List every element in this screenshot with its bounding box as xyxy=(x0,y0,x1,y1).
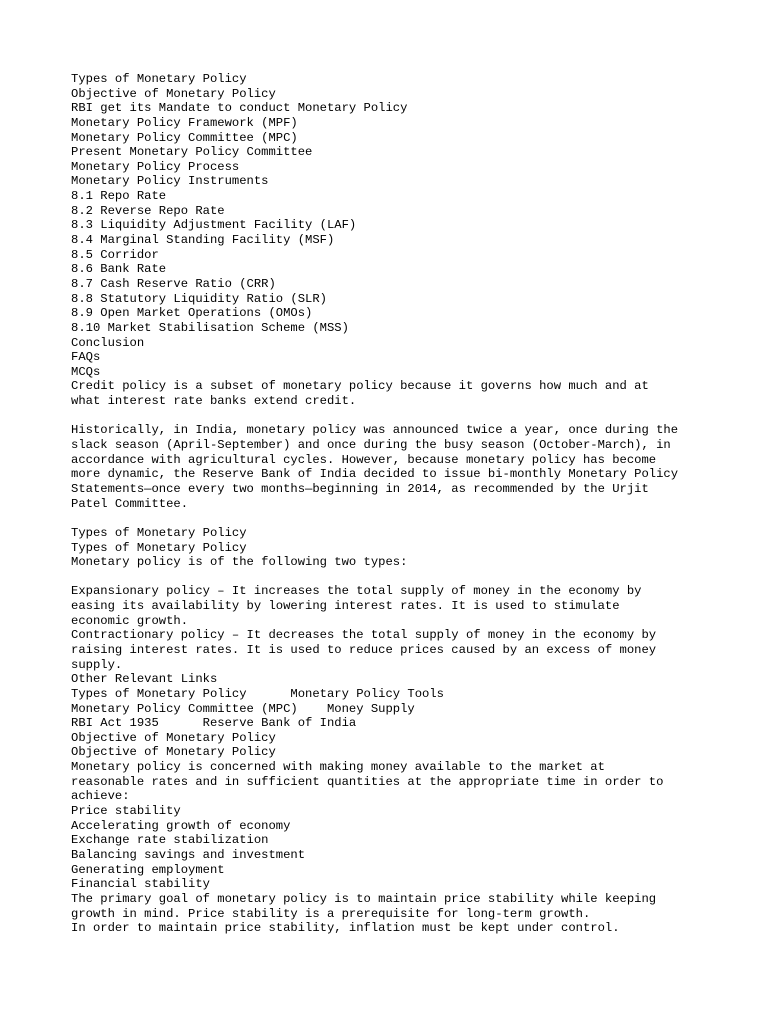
toc-item[interactable]: Present Monetary Policy Committee xyxy=(71,145,313,160)
toc-item[interactable]: Monetary Policy Process xyxy=(71,159,240,174)
paragraph-line: Historically, in India, monetary policy was announced twice a year, once during the xyxy=(71,423,679,438)
primary-goal-paragraph xyxy=(71,892,701,936)
objectives-list xyxy=(71,804,701,892)
credit-policy-paragraph xyxy=(71,379,701,408)
paragraph-line: Credit policy is a subset of monetary policy because it governs how much and at xyxy=(71,379,649,394)
list-item: Financial stability xyxy=(71,877,210,892)
list-item: Generating employment xyxy=(71,862,225,877)
history-paragraph xyxy=(71,423,701,511)
toc-item[interactable]: 8.5 Corridor xyxy=(71,247,159,262)
paragraph-line: economic growth. xyxy=(71,613,189,628)
paragraph-line: reasonable rates and in sufficient quantities at the appropriate time in order to xyxy=(71,774,664,789)
blank-line xyxy=(71,409,701,424)
types-intro: Monetary policy is of the following two types: xyxy=(71,555,408,570)
paragraph-line: what interest rate banks extend credit. xyxy=(71,394,357,409)
link-row[interactable]: RBI Act 1935 Reserve Bank of India xyxy=(71,716,357,731)
document-page xyxy=(71,72,701,936)
toc-item[interactable]: RBI get its Mandate to conduct Monetary Policy xyxy=(71,101,408,116)
toc-item[interactable]: 8.3 Liquidity Adjustment Facility (LAF) xyxy=(71,218,357,233)
paragraph-line: growth in mind. Price stability is a prerequisite for long-term growth. xyxy=(71,906,591,921)
toc-item[interactable]: Objective of Monetary Policy xyxy=(71,86,276,101)
toc-item[interactable]: 8.8 Statutory Liquidity Ratio (SLR) xyxy=(71,291,327,306)
paragraph-line: raising interest rates. It is used to reduce prices caused by an excess of money xyxy=(71,642,657,657)
paragraph-line: Monetary policy is concerned with making money available to the market at xyxy=(71,760,605,775)
section-heading-objective: Objective of Monetary Policy xyxy=(71,745,276,760)
toc-item[interactable]: 8.6 Bank Rate xyxy=(71,262,167,277)
blank-line xyxy=(71,570,701,585)
list-item: Accelerating growth of economy xyxy=(71,818,291,833)
toc-item[interactable]: 8.10 Market Stabilisation Scheme (MSS) xyxy=(71,320,349,335)
section-heading-types: Types of Monetary Policy xyxy=(71,540,247,555)
list-item: Price stability xyxy=(71,804,181,819)
link-row[interactable]: Monetary Policy Committee (MPC) Money Supply xyxy=(71,701,415,716)
expansionary-policy-paragraph xyxy=(71,584,701,628)
blank-line xyxy=(71,511,701,526)
toc-item[interactable]: MCQs xyxy=(71,364,101,379)
paragraph-line: Expansionary policy – It increases the total supply of money in the economy by xyxy=(71,584,642,599)
toc-item[interactable]: Monetary Policy Instruments xyxy=(71,174,269,189)
list-item: Exchange rate stabilization xyxy=(71,833,269,848)
section-heading-types: Types of Monetary Policy xyxy=(71,525,247,540)
paragraph-line: achieve: xyxy=(71,789,130,804)
list-item: Balancing savings and investment xyxy=(71,847,306,862)
paragraph-line: Contractionary policy – It decreases the total supply of money in the economy by xyxy=(71,628,657,643)
toc-item[interactable]: Monetary Policy Committee (MPC) xyxy=(71,130,298,145)
toc-item[interactable]: 8.7 Cash Reserve Ratio (CRR) xyxy=(71,276,276,291)
links-heading: Other Relevant Links xyxy=(71,672,218,687)
paragraph-line: accordance with agricultural cycles. However, because monetary policy has become xyxy=(71,452,657,467)
paragraph-line: supply. xyxy=(71,657,123,672)
contractionary-policy-paragraph xyxy=(71,628,701,672)
toc-item[interactable]: 8.9 Open Market Operations (OMOs) xyxy=(71,306,313,321)
paragraph-line: slack season (April-September) and once during the busy season (October-March), in xyxy=(71,438,671,453)
toc-item[interactable]: 8.4 Marginal Standing Facility (MSF) xyxy=(71,233,335,248)
paragraph-line: Statements—once every two months—beginning in 2014, as recommended by the Urjit xyxy=(71,481,649,496)
paragraph-line: In order to maintain price stability, inflation must be kept under control. xyxy=(71,921,620,936)
link-row[interactable]: Types of Monetary Policy Monetary Policy Tools xyxy=(71,686,444,701)
paragraph-line: The primary goal of monetary policy is to maintain price stability while keeping xyxy=(71,891,657,906)
objective-intro-paragraph xyxy=(71,760,701,804)
paragraph-line: Patel Committee. xyxy=(71,496,189,511)
table-of-contents xyxy=(71,72,701,379)
toc-item[interactable]: Conclusion xyxy=(71,335,145,350)
paragraph-line: easing its availability by lowering interest rates. It is used to stimulate xyxy=(71,599,620,614)
toc-item[interactable]: Types of Monetary Policy xyxy=(71,72,247,86)
toc-item[interactable]: 8.2 Reverse Repo Rate xyxy=(71,203,225,218)
toc-item[interactable]: FAQs xyxy=(71,350,101,365)
relevant-links xyxy=(71,687,701,731)
toc-item[interactable]: Monetary Policy Framework (MPF) xyxy=(71,115,298,130)
paragraph-line: more dynamic, the Reserve Bank of India decided to issue bi-monthly Monetary Policy xyxy=(71,467,679,482)
section-heading-objective: Objective of Monetary Policy xyxy=(71,730,276,745)
toc-item[interactable]: 8.1 Repo Rate xyxy=(71,189,167,204)
